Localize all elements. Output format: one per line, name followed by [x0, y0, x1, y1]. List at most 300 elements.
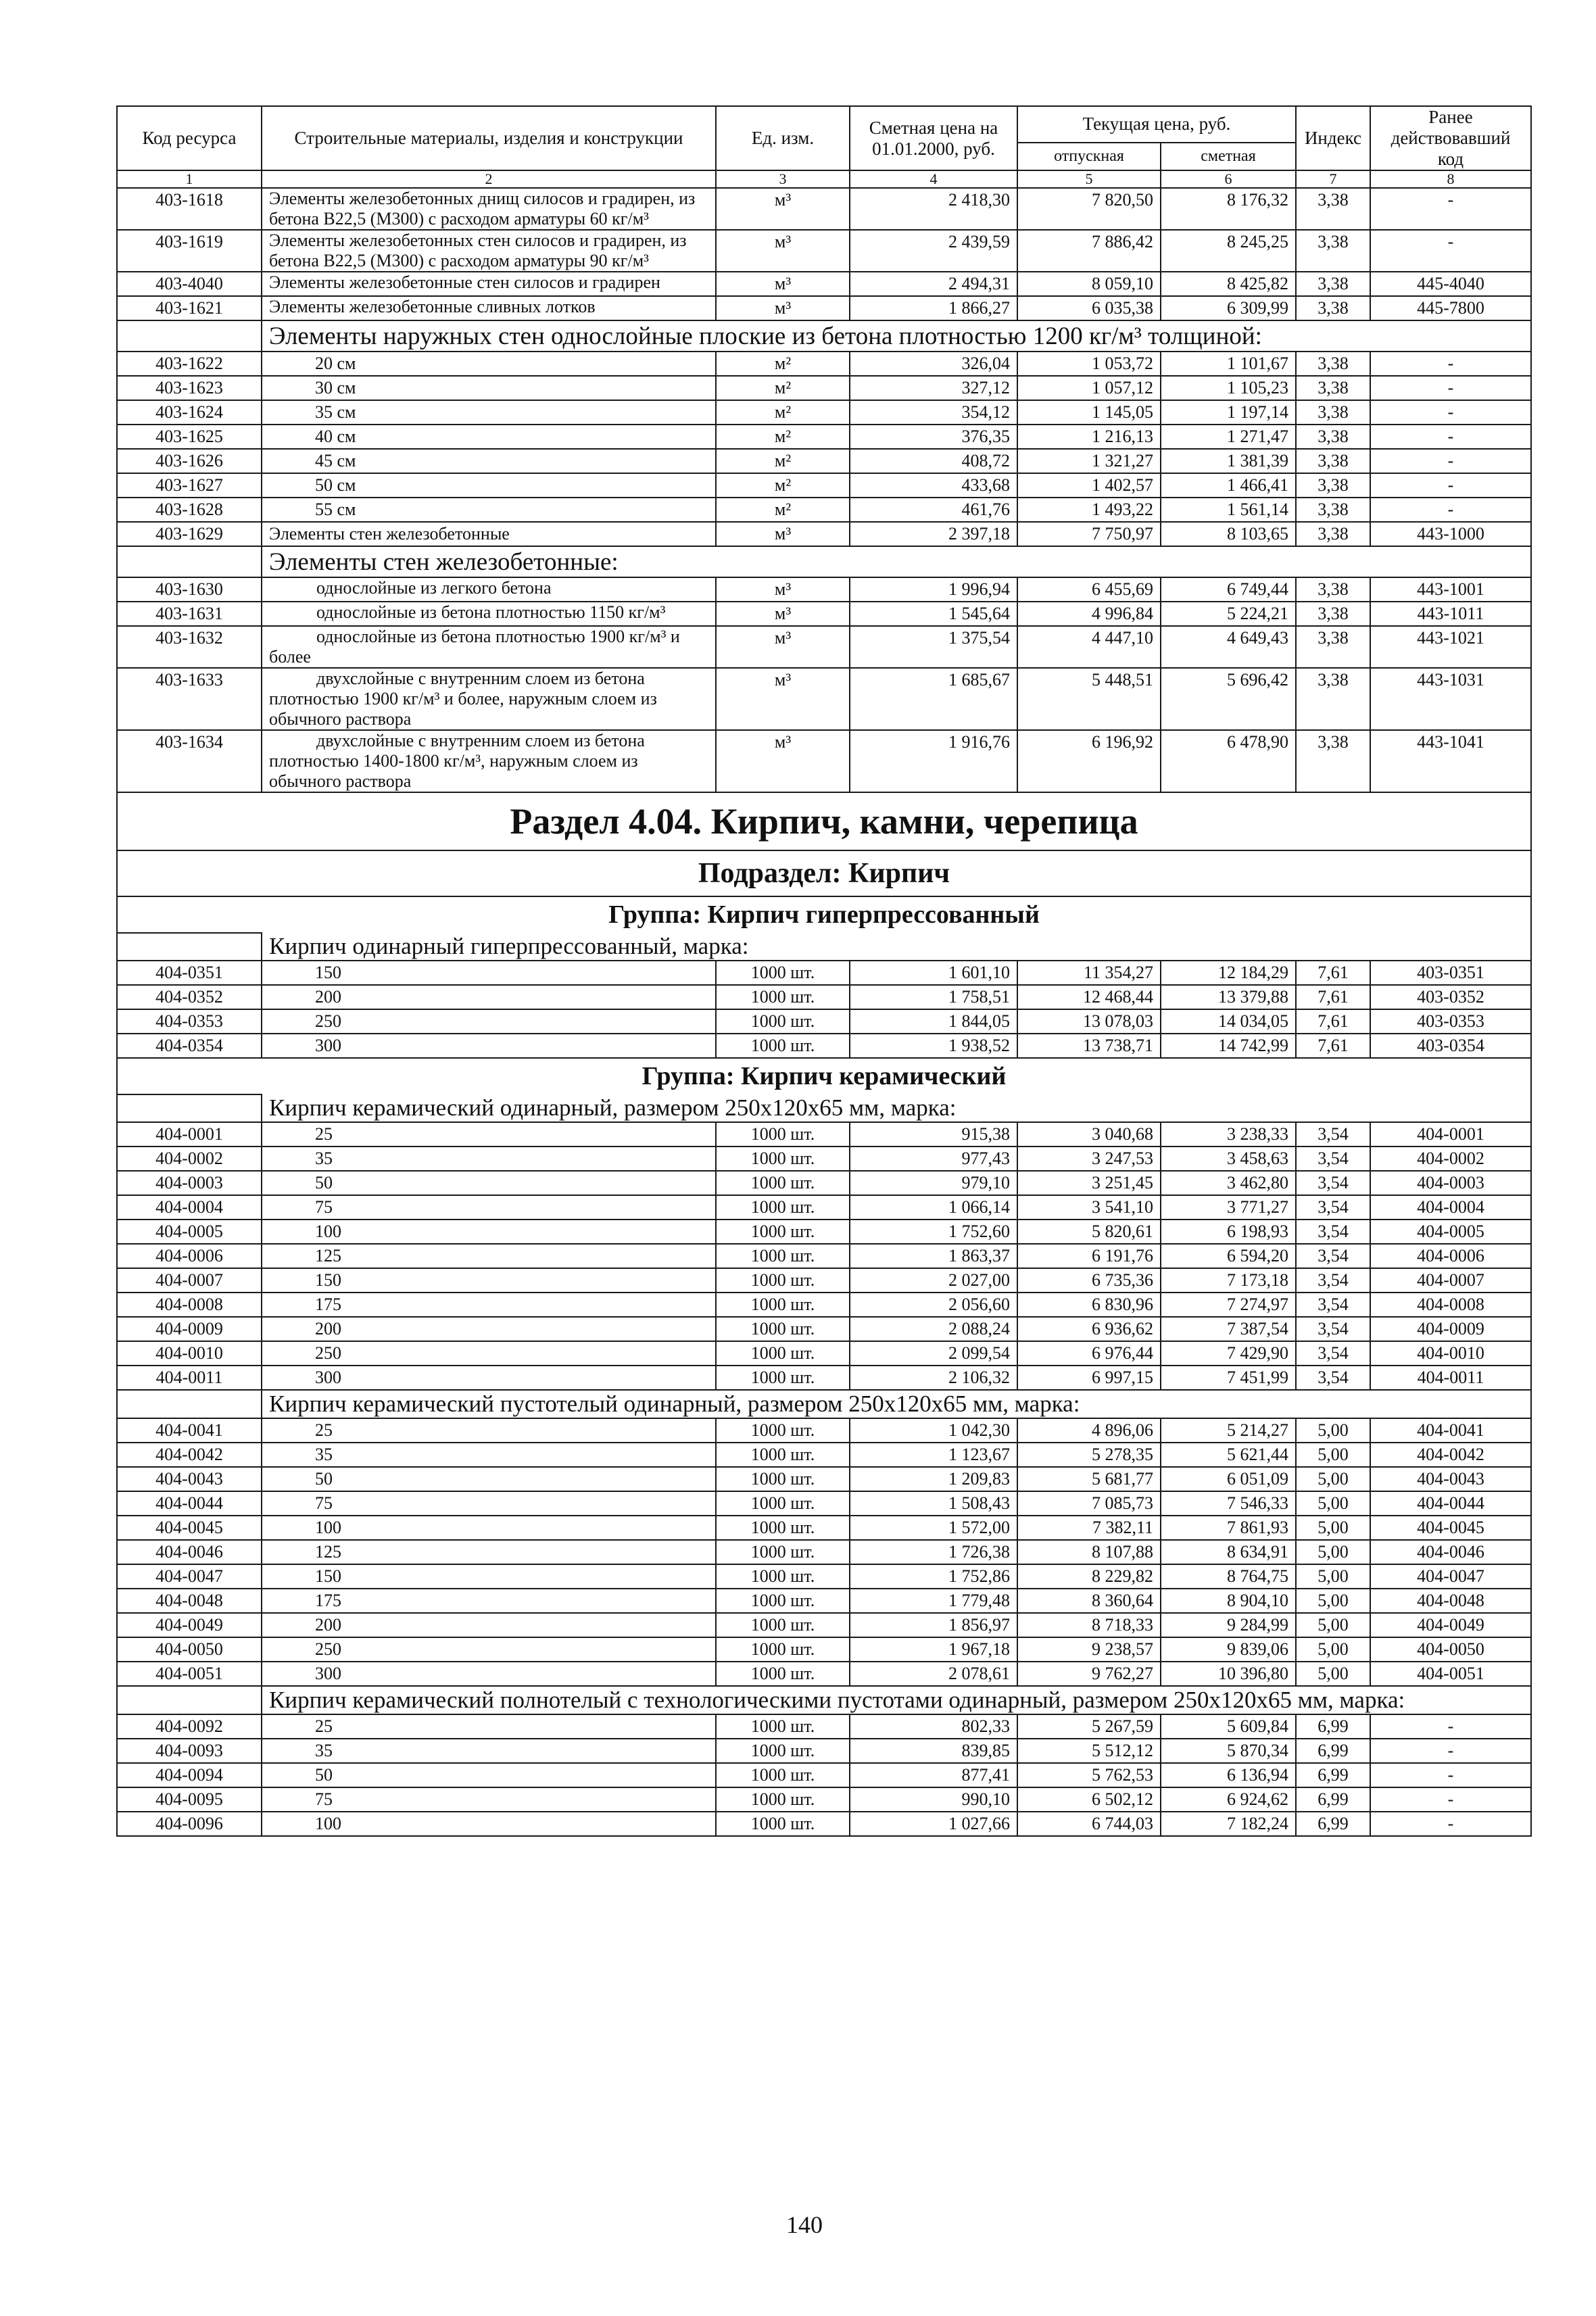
resource-code: 404-0046 — [117, 1540, 262, 1564]
current-estimate-price: 1 561,14 — [1161, 498, 1296, 522]
estimate-price-2000: 1 508,43 — [850, 1491, 1017, 1516]
price-index: 5,00 — [1296, 1564, 1370, 1589]
previous-code: 404-0006 — [1370, 1244, 1531, 1268]
estimate-price-2000: 2 494,31 — [850, 272, 1017, 296]
previous-code: - — [1370, 230, 1531, 272]
previous-code: 404-0011 — [1370, 1366, 1531, 1390]
unit: м³ — [716, 730, 850, 792]
estimate-price-2000: 1 996,94 — [850, 577, 1017, 602]
resource-code: 404-0354 — [117, 1034, 262, 1058]
table-row — [117, 400, 1531, 425]
current-estimate-price: 5 870,34 — [1161, 1739, 1296, 1763]
previous-code: 404-0044 — [1370, 1491, 1531, 1516]
previous-code: - — [1370, 1787, 1531, 1812]
price-index: 3,38 — [1296, 522, 1370, 546]
price-index: 3,54 — [1296, 1122, 1370, 1147]
column-numbers-row — [117, 170, 1531, 188]
price-index: 5,00 — [1296, 1467, 1370, 1491]
column-number: 5 — [1017, 170, 1161, 188]
material-name: 25 — [262, 1714, 716, 1739]
col-header-current-estimate: сметная — [1161, 143, 1296, 170]
material-name: 150 — [262, 961, 716, 985]
previous-code: 404-0047 — [1370, 1564, 1531, 1589]
grade-caption: Кирпич керамический одинарный, размером 250х120х65 мм, марка: — [262, 1094, 1531, 1122]
previous-code: 404-0007 — [1370, 1268, 1531, 1293]
subgroup-caption-row — [117, 546, 1531, 577]
price-table-page — [116, 105, 1530, 1837]
current-selling-price: 9 762,27 — [1017, 1662, 1161, 1686]
material-name: 50 — [262, 1763, 716, 1787]
previous-code: 403-0352 — [1370, 985, 1531, 1009]
resource-code: 403-4040 — [117, 272, 262, 296]
estimate-price-2000: 2 056,60 — [850, 1293, 1017, 1317]
resource-code: 404-0045 — [117, 1516, 262, 1540]
current-selling-price: 12 468,44 — [1017, 985, 1161, 1009]
current-selling-price: 7 382,11 — [1017, 1516, 1161, 1540]
previous-code: 404-0042 — [1370, 1443, 1531, 1467]
resource-code: 403-1626 — [117, 449, 262, 473]
current-estimate-price: 14 742,99 — [1161, 1034, 1296, 1058]
unit: 1000 шт. — [716, 1244, 850, 1268]
resource-code: 403-1622 — [117, 352, 262, 376]
subgroup-caption-row — [117, 320, 1531, 352]
price-index: 5,00 — [1296, 1418, 1370, 1443]
price-index: 5,00 — [1296, 1491, 1370, 1516]
current-estimate-price: 1 197,14 — [1161, 400, 1296, 425]
previous-code: - — [1370, 425, 1531, 449]
price-index: 3,54 — [1296, 1220, 1370, 1244]
blank-code-cell — [117, 1686, 262, 1714]
table-row — [117, 985, 1531, 1009]
unit: 1000 шт. — [716, 1787, 850, 1812]
price-index: 3,38 — [1296, 188, 1370, 230]
price-index: 3,54 — [1296, 1341, 1370, 1366]
estimate-price-2000: 2 418,30 — [850, 188, 1017, 230]
material-name: 300 — [262, 1366, 716, 1390]
previous-code: 404-0048 — [1370, 1589, 1531, 1613]
material-name: 50 — [262, 1171, 716, 1195]
material-name: 250 — [262, 1009, 716, 1034]
current-estimate-price: 8 176,32 — [1161, 188, 1296, 230]
table-row — [117, 577, 1531, 602]
estimate-price-2000: 915,38 — [850, 1122, 1017, 1147]
resource-code: 403-1619 — [117, 230, 262, 272]
resource-code: 404-0009 — [117, 1317, 262, 1341]
price-index: 6,99 — [1296, 1812, 1370, 1836]
table-row — [117, 1268, 1531, 1293]
price-index: 6,99 — [1296, 1763, 1370, 1787]
column-number: 6 — [1161, 170, 1296, 188]
material-name: 75 — [262, 1787, 716, 1812]
estimate-price-2000: 2 099,54 — [850, 1341, 1017, 1366]
estimate-price-2000: 877,41 — [850, 1763, 1017, 1787]
table-row — [117, 522, 1531, 546]
estimate-price-2000: 433,68 — [850, 473, 1017, 498]
estimate-price-2000: 1 042,30 — [850, 1418, 1017, 1443]
unit: 1000 шт. — [716, 1341, 850, 1366]
price-index: 7,61 — [1296, 985, 1370, 1009]
unit: м³ — [716, 272, 850, 296]
table-row — [117, 1739, 1531, 1763]
col-header-index: Индекс — [1296, 106, 1370, 170]
material-name: однослойные из бетона плотностью 1150 кг/м³ — [262, 602, 716, 626]
price-index: 3,38 — [1296, 272, 1370, 296]
material-name: 300 — [262, 1662, 716, 1686]
unit: м³ — [716, 522, 850, 546]
current-selling-price: 1 216,13 — [1017, 425, 1161, 449]
price-index: 3,38 — [1296, 577, 1370, 602]
current-estimate-price: 14 034,05 — [1161, 1009, 1296, 1034]
resource-code: 404-0004 — [117, 1195, 262, 1220]
material-name: Элементы железобетонные сливных лотков — [262, 296, 716, 320]
material-name: 50 см — [262, 473, 716, 498]
current-estimate-price: 7 451,99 — [1161, 1366, 1296, 1390]
unit: 1000 шт. — [716, 1763, 850, 1787]
estimate-price-2000: 1 863,37 — [850, 1244, 1017, 1268]
table-row — [117, 1564, 1531, 1589]
current-selling-price: 4 896,06 — [1017, 1418, 1161, 1443]
unit: 1000 шт. — [716, 1366, 850, 1390]
current-estimate-price: 3 458,63 — [1161, 1147, 1296, 1171]
material-name: 100 — [262, 1516, 716, 1540]
blank-code-cell — [117, 1094, 262, 1122]
unit: 1000 шт. — [716, 1589, 850, 1613]
current-estimate-price: 8 245,25 — [1161, 230, 1296, 272]
material-name: 50 — [262, 1467, 716, 1491]
resource-code: 403-1631 — [117, 602, 262, 626]
resource-code: 404-0001 — [117, 1122, 262, 1147]
current-estimate-price: 1 466,41 — [1161, 473, 1296, 498]
table-row — [117, 668, 1531, 730]
unit: 1000 шт. — [716, 1812, 850, 1836]
unit: 1000 шт. — [716, 1034, 850, 1058]
resource-code: 403-1625 — [117, 425, 262, 449]
current-selling-price: 7 085,73 — [1017, 1491, 1161, 1516]
table-row — [117, 376, 1531, 400]
estimate-price-2000: 2 397,18 — [850, 522, 1017, 546]
current-selling-price: 3 251,45 — [1017, 1171, 1161, 1195]
resource-code: 404-0051 — [117, 1662, 262, 1686]
estimate-price-2000: 1 027,66 — [850, 1812, 1017, 1836]
material-name: двухслойные с внутренним слоем из бетона плотностью 1900 кг/м³ и более, наружным слоем из обычного раствора — [262, 668, 716, 730]
material-name: 35 — [262, 1147, 716, 1171]
previous-code: 404-0003 — [1370, 1171, 1531, 1195]
previous-code: 404-0005 — [1370, 1220, 1531, 1244]
material-name: 200 — [262, 985, 716, 1009]
column-number: 1 — [117, 170, 262, 188]
current-selling-price: 13 078,03 — [1017, 1009, 1161, 1034]
current-selling-price: 6 191,76 — [1017, 1244, 1161, 1268]
current-selling-price: 11 354,27 — [1017, 961, 1161, 985]
grade-caption-row — [117, 1390, 1531, 1418]
current-selling-price: 1 321,27 — [1017, 449, 1161, 473]
material-name: Элементы железобетонных стен силосов и градирен, из бетона В22,5 (М300) с расходом арматуры 90 кг/м³ — [262, 230, 716, 272]
unit: м³ — [716, 602, 850, 626]
previous-code: 404-0050 — [1370, 1637, 1531, 1662]
resource-code: 403-1621 — [117, 296, 262, 320]
previous-code: 404-0002 — [1370, 1147, 1531, 1171]
estimate-price-2000: 1 758,51 — [850, 985, 1017, 1009]
table-row — [117, 1491, 1531, 1516]
col-header-unit: Ед. изм. — [716, 106, 850, 170]
blank-code-cell — [117, 1390, 262, 1418]
current-selling-price: 7 886,42 — [1017, 230, 1161, 272]
previous-code: - — [1370, 188, 1531, 230]
resource-code: 403-1618 — [117, 188, 262, 230]
unit: 1000 шт. — [716, 1268, 850, 1293]
price-index: 6,99 — [1296, 1787, 1370, 1812]
unit: 1000 шт. — [716, 1613, 850, 1637]
price-index: 3,38 — [1296, 473, 1370, 498]
estimate-price-2000: 1 752,60 — [850, 1220, 1017, 1244]
current-estimate-price: 8 904,10 — [1161, 1589, 1296, 1613]
resource-code: 404-0353 — [117, 1009, 262, 1034]
material-name: 30 см — [262, 376, 716, 400]
price-index: 5,00 — [1296, 1516, 1370, 1540]
table-row — [117, 1195, 1531, 1220]
estimate-price-2000: 1 938,52 — [850, 1034, 1017, 1058]
current-estimate-price: 10 396,80 — [1161, 1662, 1296, 1686]
price-index: 3,54 — [1296, 1244, 1370, 1268]
previous-code: 404-0045 — [1370, 1516, 1531, 1540]
price-index: 6,99 — [1296, 1739, 1370, 1763]
current-estimate-price: 6 924,62 — [1161, 1787, 1296, 1812]
material-name: 20 см — [262, 352, 716, 376]
current-estimate-price: 7 546,33 — [1161, 1491, 1296, 1516]
grade-caption-row — [117, 933, 1531, 961]
price-index: 3,38 — [1296, 498, 1370, 522]
resource-code: 404-0050 — [117, 1637, 262, 1662]
current-selling-price: 6 830,96 — [1017, 1293, 1161, 1317]
estimate-price-2000: 376,35 — [850, 425, 1017, 449]
blank-code-cell — [117, 546, 262, 577]
previous-code: 404-0004 — [1370, 1195, 1531, 1220]
resource-code: 404-0093 — [117, 1739, 262, 1763]
current-selling-price: 5 267,59 — [1017, 1714, 1161, 1739]
previous-code: 404-0043 — [1370, 1467, 1531, 1491]
price-index: 3,38 — [1296, 668, 1370, 730]
current-selling-price: 5 278,35 — [1017, 1443, 1161, 1467]
price-index: 3,38 — [1296, 352, 1370, 376]
table-row — [117, 1637, 1531, 1662]
current-estimate-price: 4 649,43 — [1161, 626, 1296, 668]
material-name: 45 см — [262, 449, 716, 473]
current-selling-price: 6 936,62 — [1017, 1317, 1161, 1341]
group-title: Группа: Кирпич керамический — [117, 1058, 1531, 1094]
previous-code: 404-0010 — [1370, 1341, 1531, 1366]
resource-code: 404-0008 — [117, 1293, 262, 1317]
table-row — [117, 1763, 1531, 1787]
previous-code: 404-0008 — [1370, 1293, 1531, 1317]
price-index: 5,00 — [1296, 1613, 1370, 1637]
estimate-price-2000: 1 066,14 — [850, 1195, 1017, 1220]
price-index: 3,54 — [1296, 1366, 1370, 1390]
estimate-price-2000: 1 572,00 — [850, 1516, 1017, 1540]
current-estimate-price: 1 105,23 — [1161, 376, 1296, 400]
price-index: 6,99 — [1296, 1714, 1370, 1739]
resource-code: 403-1627 — [117, 473, 262, 498]
table-row — [117, 1714, 1531, 1739]
previous-code: - — [1370, 449, 1531, 473]
previous-code: 443-1041 — [1370, 730, 1531, 792]
blank-code-cell — [117, 933, 262, 961]
unit: 1000 шт. — [716, 1662, 850, 1686]
resource-code: 403-1629 — [117, 522, 262, 546]
price-index: 5,00 — [1296, 1637, 1370, 1662]
table-row — [117, 1540, 1531, 1564]
estimate-price-2000: 1 726,38 — [850, 1540, 1017, 1564]
previous-code: - — [1370, 498, 1531, 522]
estimate-price-2000: 979,10 — [850, 1171, 1017, 1195]
estimate-price-2000: 1 685,67 — [850, 668, 1017, 730]
table-row — [117, 1467, 1531, 1491]
current-selling-price: 6 735,36 — [1017, 1268, 1161, 1293]
resource-code: 404-0352 — [117, 985, 262, 1009]
resource-code: 403-1632 — [117, 626, 262, 668]
grade-caption-row — [117, 1094, 1531, 1122]
current-selling-price: 5 448,51 — [1017, 668, 1161, 730]
price-index: 3,54 — [1296, 1268, 1370, 1293]
current-selling-price: 1 057,12 — [1017, 376, 1161, 400]
page-number: 140 — [786, 2211, 823, 2238]
current-estimate-price: 9 284,99 — [1161, 1613, 1296, 1637]
unit: м² — [716, 425, 850, 449]
previous-code: 404-0041 — [1370, 1418, 1531, 1443]
previous-code: 404-0001 — [1370, 1122, 1531, 1147]
resource-code: 403-1628 — [117, 498, 262, 522]
current-estimate-price: 5 224,21 — [1161, 602, 1296, 626]
estimate-price-2000: 1 545,64 — [850, 602, 1017, 626]
section-title: Раздел 4.04. Кирпич, камни, черепица — [117, 792, 1531, 850]
price-index: 3,38 — [1296, 400, 1370, 425]
current-estimate-price: 1 271,47 — [1161, 425, 1296, 449]
current-estimate-price: 7 182,24 — [1161, 1812, 1296, 1836]
price-index: 3,38 — [1296, 602, 1370, 626]
material-name: 25 — [262, 1122, 716, 1147]
previous-code: 443-1031 — [1370, 668, 1531, 730]
table-row — [117, 1787, 1531, 1812]
resource-code: 404-0005 — [117, 1220, 262, 1244]
material-name: 250 — [262, 1341, 716, 1366]
grade-caption: Кирпич керамический полнотелый с технологическими пустотами одинарный, размером 250х120х65 мм, марка: — [262, 1686, 1531, 1714]
group-heading-row — [117, 896, 1531, 933]
current-selling-price: 7 750,97 — [1017, 522, 1161, 546]
table-row — [117, 626, 1531, 668]
estimate-price-2000: 1 779,48 — [850, 1589, 1017, 1613]
current-estimate-price: 12 184,29 — [1161, 961, 1296, 985]
price-index: 7,61 — [1296, 961, 1370, 985]
previous-code: 443-1011 — [1370, 602, 1531, 626]
current-estimate-price: 8 425,82 — [1161, 272, 1296, 296]
current-estimate-price: 7 861,93 — [1161, 1516, 1296, 1540]
material-name: 25 — [262, 1418, 716, 1443]
unit: м³ — [716, 668, 850, 730]
resource-code: 403-1623 — [117, 376, 262, 400]
price-index: 7,61 — [1296, 1009, 1370, 1034]
column-number: 7 — [1296, 170, 1370, 188]
current-selling-price: 5 681,77 — [1017, 1467, 1161, 1491]
unit: м² — [716, 498, 850, 522]
current-estimate-price: 9 839,06 — [1161, 1637, 1296, 1662]
material-name: Элементы железобетонных днищ силосов и градирен, из бетона В22,5 (М300) с расходом арматуры 60 кг/м³ — [262, 188, 716, 230]
previous-code: - — [1370, 1812, 1531, 1836]
resource-code: 404-0010 — [117, 1341, 262, 1366]
current-estimate-price: 7 173,18 — [1161, 1268, 1296, 1293]
material-name: 35 — [262, 1443, 716, 1467]
unit: 1000 шт. — [716, 1714, 850, 1739]
current-estimate-price: 6 136,94 — [1161, 1763, 1296, 1787]
estimate-price-2000: 408,72 — [850, 449, 1017, 473]
price-index: 5,00 — [1296, 1589, 1370, 1613]
resource-code: 404-0006 — [117, 1244, 262, 1268]
table-row — [117, 1220, 1531, 1244]
current-selling-price: 1 053,72 — [1017, 352, 1161, 376]
estimate-price-2000: 327,12 — [850, 376, 1017, 400]
unit: 1000 шт. — [716, 1491, 850, 1516]
resource-code: 404-0042 — [117, 1443, 262, 1467]
material-name: 150 — [262, 1268, 716, 1293]
material-name: 35 см — [262, 400, 716, 425]
material-name: 150 — [262, 1564, 716, 1589]
table-row — [117, 730, 1531, 792]
previous-code: - — [1370, 1763, 1531, 1787]
current-selling-price: 1 493,22 — [1017, 498, 1161, 522]
table-row — [117, 296, 1531, 320]
price-index: 3,38 — [1296, 449, 1370, 473]
current-selling-price: 3 247,53 — [1017, 1147, 1161, 1171]
unit: м³ — [716, 577, 850, 602]
estimate-price-2000: 1 375,54 — [850, 626, 1017, 668]
unit: м³ — [716, 230, 850, 272]
current-selling-price: 6 502,12 — [1017, 1787, 1161, 1812]
col-header-estimate: Сметная цена на 01.01.2000, руб. — [850, 106, 1017, 170]
current-selling-price: 7 820,50 — [1017, 188, 1161, 230]
table-row — [117, 1293, 1531, 1317]
material-name: 75 — [262, 1491, 716, 1516]
previous-code: 445-7800 — [1370, 296, 1531, 320]
material-name: 250 — [262, 1637, 716, 1662]
grade-caption: Кирпич одинарный гиперпрессованный, марка: — [262, 933, 1531, 961]
unit: 1000 шт. — [716, 1443, 850, 1467]
material-name: 55 см — [262, 498, 716, 522]
table-row — [117, 1418, 1531, 1443]
estimate-price-2000: 1 916,76 — [850, 730, 1017, 792]
material-name: 300 — [262, 1034, 716, 1058]
table-row — [117, 1122, 1531, 1147]
current-selling-price: 8 107,88 — [1017, 1540, 1161, 1564]
previous-code: - — [1370, 1739, 1531, 1763]
estimate-price-2000: 1 856,97 — [850, 1613, 1017, 1637]
column-number: 2 — [262, 170, 716, 188]
previous-code: - — [1370, 400, 1531, 425]
resource-code: 404-0011 — [117, 1366, 262, 1390]
price-index: 5,00 — [1296, 1540, 1370, 1564]
estimate-price-2000: 326,04 — [850, 352, 1017, 376]
current-selling-price: 13 738,71 — [1017, 1034, 1161, 1058]
previous-code: - — [1370, 473, 1531, 498]
unit: 1000 шт. — [716, 1147, 850, 1171]
resource-code: 404-0095 — [117, 1787, 262, 1812]
unit: 1000 шт. — [716, 1122, 850, 1147]
current-selling-price: 5 820,61 — [1017, 1220, 1161, 1244]
current-estimate-price: 6 749,44 — [1161, 577, 1296, 602]
current-estimate-price: 13 379,88 — [1161, 985, 1296, 1009]
estimate-price-2000: 2 106,32 — [850, 1366, 1017, 1390]
unit: м² — [716, 352, 850, 376]
material-name: 200 — [262, 1613, 716, 1637]
material-name: 125 — [262, 1540, 716, 1564]
current-selling-price: 4 996,84 — [1017, 602, 1161, 626]
